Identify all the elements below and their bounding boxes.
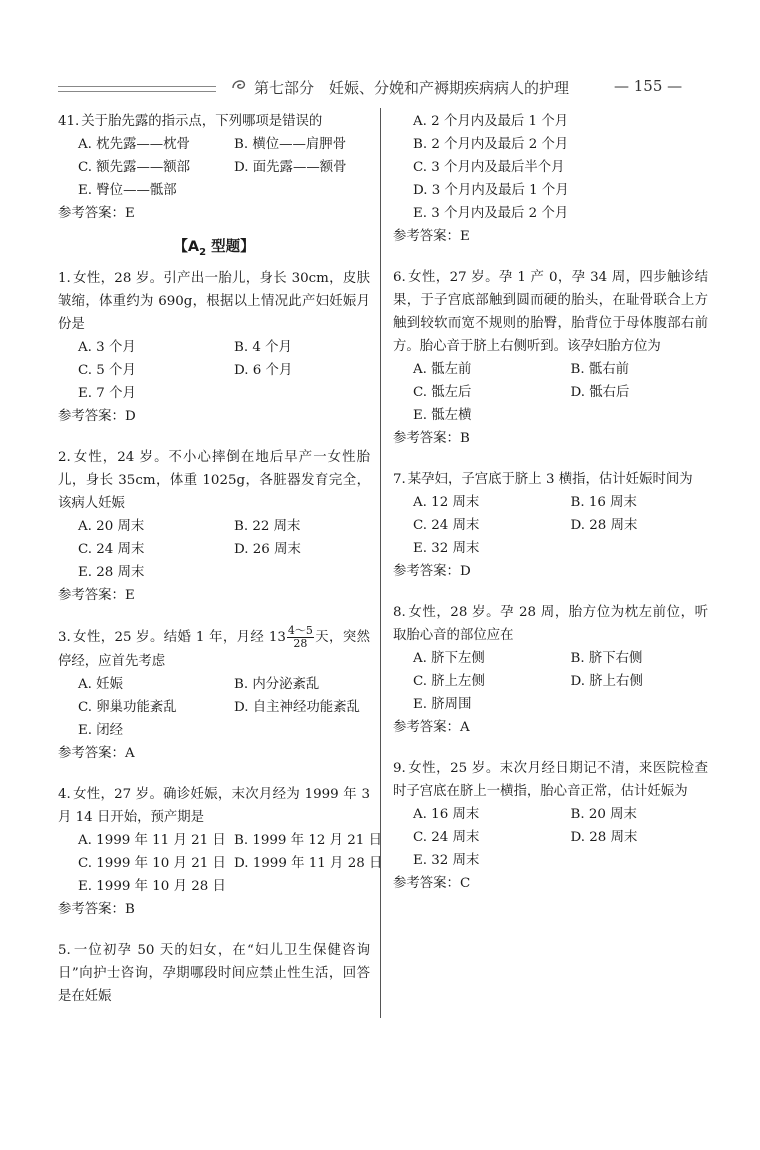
option-list	[393, 491, 708, 560]
option-e: E. 7 个月	[78, 385, 136, 401]
option-e: E. 闭经	[78, 722, 124, 738]
question-number: 2.	[58, 449, 71, 465]
question-number: 3.	[58, 629, 71, 645]
option-a: A. 20 周末	[78, 518, 145, 534]
answer: 参考答案：B	[58, 901, 135, 917]
option-e: E. 28 周末	[78, 564, 145, 580]
option-c: C. 卵巢功能紊乱	[78, 699, 177, 715]
option-c: C. 1999 年 10 月 21 日	[78, 855, 226, 871]
option-c: C. 额先露——额部	[78, 160, 191, 175]
question-1	[58, 267, 370, 428]
option-d: D. 28 周末	[570, 830, 638, 845]
option-b: B. 4 个月	[234, 339, 292, 355]
swirl-icon	[230, 76, 248, 98]
option-d: D. 28 周末	[570, 518, 638, 533]
question-stem: 关于胎先露的指示点，下列哪项是错误的	[81, 114, 323, 129]
option-b: B. 16 周末	[570, 495, 637, 510]
answer: 参考答案：E	[58, 206, 135, 221]
option-d: D. 26 周末	[234, 541, 301, 557]
option-d: D. 面先露——额骨	[234, 160, 347, 175]
question-3	[58, 625, 370, 765]
option-c: C. 3 个月内及最后半个月	[413, 160, 565, 175]
column-divider	[380, 108, 381, 1018]
option-d: D. 自主神经功能紊乱	[234, 699, 360, 715]
option-b: B. 2 个月内及最后 2 个月	[413, 137, 569, 152]
question-7	[393, 468, 708, 583]
question-2	[58, 446, 370, 607]
option-list	[58, 673, 370, 742]
page-number: — 155 —	[614, 77, 683, 95]
question-stem: 女性，27 岁。孕 1 产 0，孕 34 周，四步触诊结果，于子宫底部触到圆而硬的胎头，在耻骨联合上方触到较软而宽不规则的胎臀，胎背位于母体腹部右前方。胎心音于脐上右侧听到。该孕妇胎方位为	[393, 270, 708, 354]
question-stem: 女性，28 岁。引产出一胎儿，身长 30cm，皮肤皱缩，体重约为 690g，根据以上情况此产妇妊娠月份是	[58, 270, 370, 332]
option-d: D. 脐上右侧	[570, 674, 643, 689]
question-number: 41.	[58, 114, 80, 129]
option-d: D. 骶右后	[570, 385, 630, 400]
question-stem: 女性，27 岁。确诊妊娠，末次月经为 1999 年 3 月 14 日开始，预产期是	[58, 786, 370, 825]
question-number: 1.	[58, 270, 71, 286]
option-c: C. 24 周末	[413, 830, 480, 845]
option-list	[393, 647, 708, 716]
option-list	[58, 515, 370, 584]
option-a: A. 骶左前	[413, 362, 472, 377]
option-e: E. 3 个月内及最后 2 个月	[413, 206, 569, 221]
option-e: E. 32 周末	[413, 541, 480, 556]
answer: 参考答案：D	[393, 564, 471, 579]
header-rule	[58, 86, 216, 92]
question-number: 4.	[58, 786, 71, 802]
option-a: A. 12 周末	[413, 495, 480, 510]
question-41	[58, 110, 370, 225]
question-number: 9.	[393, 761, 406, 776]
option-c: C. 脐上左侧	[413, 674, 485, 689]
answer: 参考答案：A	[58, 745, 135, 761]
fraction	[287, 625, 314, 650]
option-list	[58, 336, 370, 405]
option-c: C. 24 周末	[413, 518, 480, 533]
option-e: E. 1999 年 10 月 28 日	[78, 878, 226, 894]
option-d: D. 6 个月	[234, 362, 293, 378]
fraction-numerator: 4～5	[287, 623, 313, 637]
question-stem: 某孕妇，子宫底于脐上 3 横指，估计妊娠时间为	[407, 472, 693, 487]
answer: 参考答案：C	[393, 876, 471, 891]
question-number: 7.	[393, 472, 406, 487]
option-list	[393, 803, 708, 872]
question-8	[393, 601, 708, 739]
option-c: C. 骶左后	[413, 385, 472, 400]
option-d: D. 3 个月内及最后 1 个月	[413, 183, 569, 198]
question-number: 6.	[393, 270, 406, 285]
question-stem: 女性，28 岁。孕 28 周，胎方位为枕左前位，听取胎心音的部位应在	[393, 605, 708, 643]
question-5	[58, 939, 370, 1008]
question-9	[393, 757, 708, 895]
option-list	[58, 829, 383, 898]
option-list	[393, 358, 708, 427]
section-title-a2: 【$A_2$ 型题】	[173, 239, 255, 258]
option-b: B. 1999 年 12 月 21 日	[234, 832, 382, 848]
question-stem: 女性，24 岁。不小心摔倒在地后早产一女性胎儿，身长 35cm，体重 1025g，各脏器发育完全，该病人妊娠	[58, 449, 370, 511]
question-stem: 一位初孕 50 天的妇女，在“妇儿卫生保健咨询日”向护士咨询，孕期哪段时间应禁止性生活，回答是在妊娠	[58, 942, 370, 1004]
option-c: C. 24 周末	[78, 541, 145, 557]
option-b: B. 骶右前	[570, 362, 630, 377]
option-a: A. 2 个月内及最后 1 个月	[413, 114, 569, 129]
fraction-denominator: 28	[293, 636, 308, 650]
answer: 参考答案：E	[393, 229, 470, 244]
option-b: B. 脐下右侧	[570, 651, 643, 666]
question-6	[393, 266, 708, 450]
option-b: B. 20 周末	[570, 807, 637, 822]
option-d: D. 1999 年 11 月 28 日	[234, 855, 383, 871]
question-number: 5.	[58, 942, 71, 958]
question-5-options	[393, 110, 708, 248]
option-list	[58, 133, 370, 202]
answer: 参考答案：A	[393, 720, 470, 735]
option-list	[393, 110, 708, 225]
option-b: B. 内分泌紊乱	[234, 676, 320, 692]
option-c: C. 5 个月	[78, 362, 136, 378]
option-a: A. 枕先露——枕骨	[78, 137, 190, 152]
question-stem: 女性，25 岁。结婚 1 年，月经 13	[72, 629, 286, 645]
option-e: E. 32 周末	[413, 853, 480, 868]
question-4	[58, 783, 383, 921]
question-stem: 女性，25 岁。末次月经日期记不清，来医院检查时子宫底在脐上一横指，胎心音正常，估计妊娠为	[393, 761, 708, 799]
question-stem-cont: 天，突然停经，应首先考虑	[58, 629, 370, 669]
question-number: 8.	[393, 605, 406, 620]
option-e: E. 骶左横	[413, 408, 472, 423]
option-a: A. 妊娠	[78, 676, 123, 692]
answer: 参考答案：E	[58, 587, 135, 603]
option-e: E. 脐周围	[413, 697, 472, 712]
answer: 参考答案：B	[393, 431, 470, 446]
option-a: A. 1999 年 11 月 21 日	[78, 832, 226, 848]
option-a: A. 脐下左侧	[413, 651, 485, 666]
page-header	[58, 76, 698, 100]
right-column	[393, 110, 708, 913]
option-b: B. 横位——肩胛骨	[234, 137, 347, 152]
option-e: E. 臀位——骶部	[78, 183, 177, 198]
left-column	[58, 110, 383, 1026]
option-a: A. 3 个月	[78, 339, 136, 355]
answer: 参考答案：D	[58, 408, 136, 424]
option-b: B. 22 周末	[234, 518, 301, 534]
page-header-title: 第七部分 妊娠、分娩和产褥期疾病病人的护理	[254, 79, 570, 97]
option-a: A. 16 周末	[413, 807, 480, 822]
